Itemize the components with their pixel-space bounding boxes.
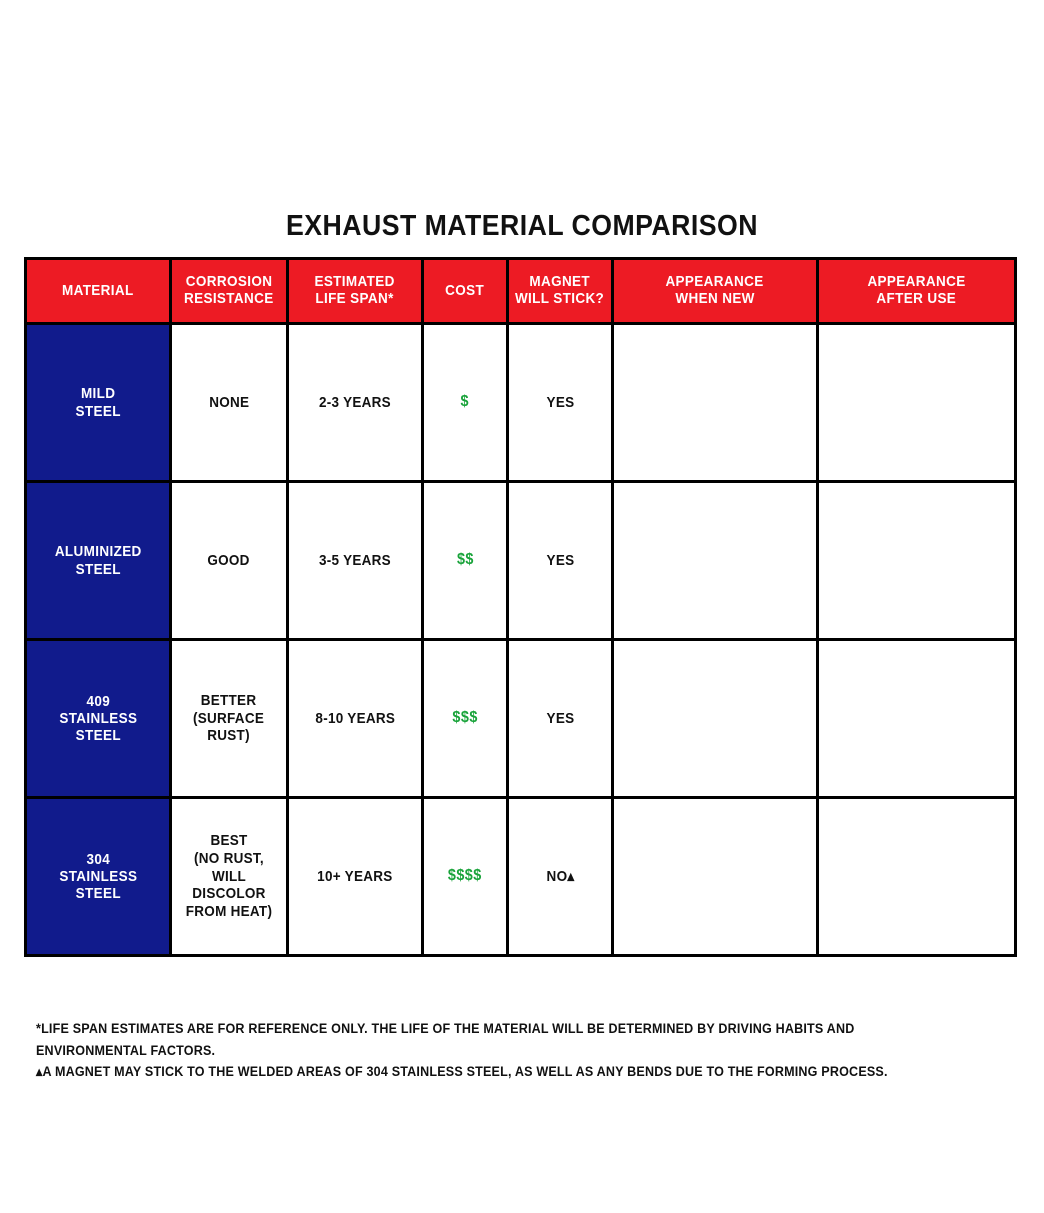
corrosion-value: BETTER (SURFACE RUST) [193, 691, 265, 745]
life-span-value: 3-5 YEARS [319, 551, 391, 569]
column-header-material-line1: MATERIAL [62, 281, 134, 299]
column-header-life-span-line1: ESTIMATED [314, 273, 396, 291]
column-header-material [26, 259, 171, 324]
cell-magnet [508, 640, 613, 798]
column-header-appearance-used-line2: AFTER USE [876, 290, 957, 307]
cell-appearance-new [613, 324, 818, 482]
material-label: MILD STEEL [75, 385, 121, 420]
cell-corrosion-resistance [171, 798, 288, 956]
cell-magnet [508, 324, 613, 482]
corrosion-value: BEST (NO RUST, WILL DISCOLOR FROM HEAT) [185, 832, 273, 921]
column-header-corrosion-line2: RESISTANCE [184, 290, 274, 307]
cell-corrosion-resistance [171, 482, 288, 640]
magnet-value: YES [546, 709, 574, 727]
table-body [26, 324, 1016, 956]
life-span-value: 2-3 YEARS [319, 393, 391, 411]
column-header-life-span-line2: LIFE SPAN* [315, 290, 395, 307]
cell-material [26, 324, 171, 482]
cell-appearance-new [613, 640, 818, 798]
cell-cost [423, 798, 508, 956]
life-span-value: 8-10 YEARS [315, 709, 395, 727]
cell-life-span [288, 324, 423, 482]
material-label: 304 STAINLESS STEEL [58, 850, 137, 903]
magnet-value: NO▴ [546, 867, 574, 885]
cell-life-span [288, 798, 423, 956]
cell-appearance-new [613, 798, 818, 956]
cell-material [26, 798, 171, 956]
cell-magnet [508, 482, 613, 640]
cell-appearance-used [818, 640, 1016, 798]
material-label: 409 STAINLESS STEEL [58, 692, 137, 745]
column-header-appearance-used-line1: APPEARANCE [867, 273, 966, 291]
cell-corrosion-resistance [171, 640, 288, 798]
corrosion-value: GOOD [207, 551, 251, 569]
table-row [26, 798, 1016, 956]
page-title: EXHAUST MATERIAL COMPARISON [286, 210, 758, 242]
cell-material [26, 482, 171, 640]
cell-appearance-new [613, 482, 818, 640]
column-header-magnet [508, 259, 613, 324]
cell-life-span [288, 482, 423, 640]
cell-appearance-used [818, 482, 1016, 640]
exhaust-material-comparison-table [24, 257, 1017, 957]
cell-corrosion-resistance [171, 324, 288, 482]
column-header-appearance-new-line2: WHEN NEW [675, 290, 755, 307]
table-row [26, 482, 1016, 640]
magnet-value: YES [546, 393, 574, 411]
column-header-appearance-used [818, 259, 1016, 324]
footnote-magnet: ▴A MAGNET MAY STICK TO THE WELDED AREAS OF 304 STAINLESS STEEL, AS WELL AS ANY BENDS DUE TO THE FORMING PROCESS. [36, 1064, 888, 1080]
cell-cost [423, 482, 508, 640]
table-row [26, 640, 1016, 798]
column-header-cost-line1: COST [445, 281, 485, 299]
magnet-value: YES [546, 551, 574, 569]
column-header-appearance-new-line1: APPEARANCE [665, 273, 765, 291]
footnotes [36, 1018, 1016, 1083]
cost-value: $ [460, 393, 470, 411]
comparison-chart [24, 210, 1020, 1010]
footnote-life-span: *LIFE SPAN ESTIMATES ARE FOR REFERENCE ONLY. THE LIFE OF THE MATERIAL WILL BE DETERMINED BY DRIVING HABITS AND ENVIRONMENTAL FACTORS. [36, 1021, 855, 1058]
material-label: ALUMINIZED STEEL [54, 543, 142, 578]
cell-life-span [288, 640, 423, 798]
life-span-value: 10+ YEARS [317, 867, 393, 885]
cost-value: $$ [456, 551, 474, 569]
cell-cost [423, 640, 508, 798]
cell-magnet [508, 798, 613, 956]
column-header-magnet-line2: WILL STICK? [515, 290, 605, 307]
column-header-corrosion-resistance [171, 259, 288, 324]
cell-appearance-used [818, 324, 1016, 482]
cell-appearance-used [818, 798, 1016, 956]
cell-cost [423, 324, 508, 482]
corrosion-value: NONE [208, 393, 250, 411]
column-header-magnet-line1: MAGNET [529, 273, 591, 291]
table-header [26, 259, 1016, 324]
cost-value: $$$$ [448, 867, 482, 885]
column-header-appearance-new [613, 259, 818, 324]
column-header-life-span [288, 259, 423, 324]
table-header-row [26, 259, 1016, 324]
cell-material [26, 640, 171, 798]
cost-value: $$$ [452, 709, 478, 727]
table-row [26, 324, 1016, 482]
column-header-corrosion-line1: CORROSION [185, 273, 273, 291]
column-header-cost [423, 259, 508, 324]
